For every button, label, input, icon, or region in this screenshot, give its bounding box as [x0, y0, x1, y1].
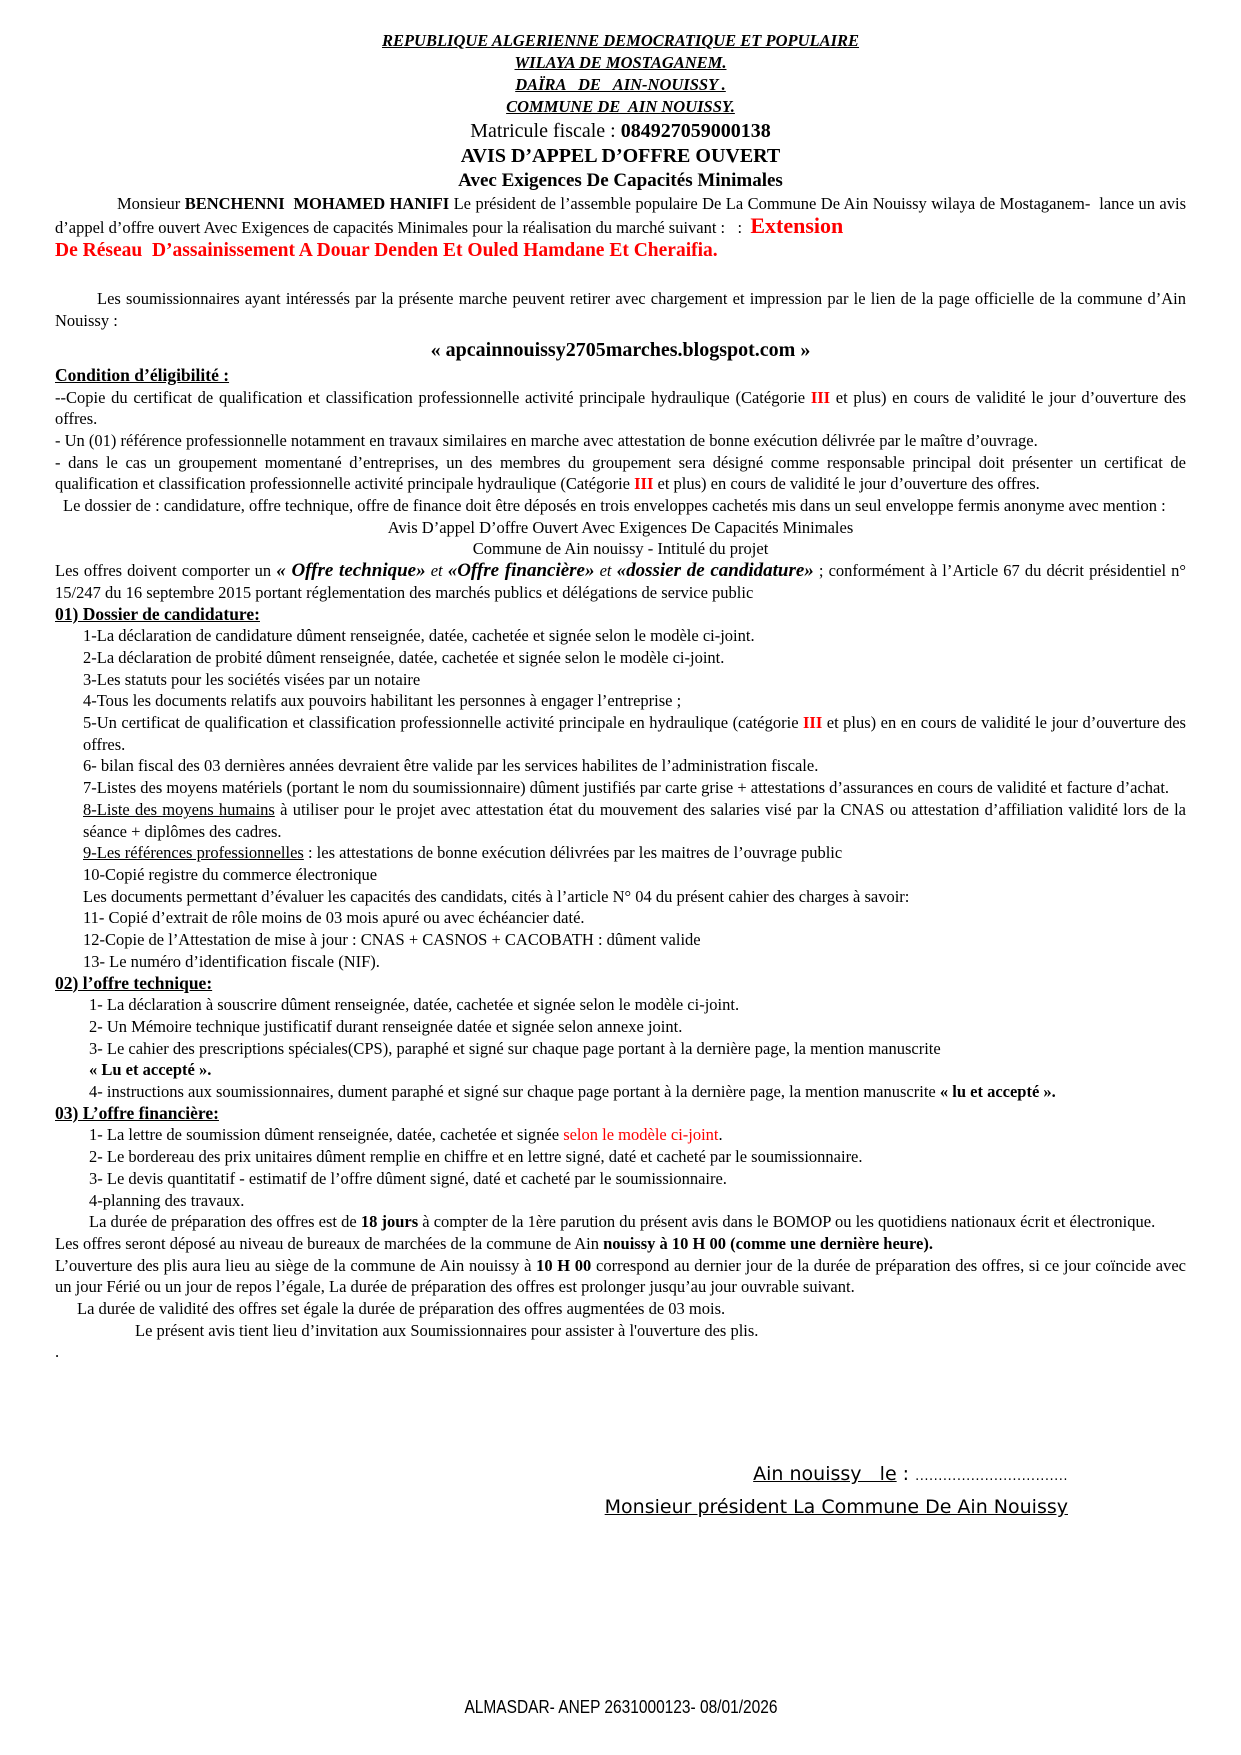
eligibility-item-3-tail: et plus) en cours de validité le jour d’ouverture des offres. [653, 474, 1040, 494]
footer-reference: ALMASDAR- ANEP 2631000123- 08/01/2026 [464, 1697, 777, 1718]
matricule-value: 084927059000138 [620, 120, 771, 142]
extension-word: Extension [750, 212, 844, 238]
financial-item-1-text: 1- La lettre de soumission dûment renseignée, datée, cachetée et signée [89, 1125, 564, 1145]
moyens-humains-underlined: 8-Liste des moyens humains [83, 799, 275, 819]
financial-item-1-period: . [718, 1125, 723, 1145]
signature-president-title: Monsieur président La Commune De Ain Nouissy [604, 1496, 1068, 1519]
lu-et-accepte-mention-2: « lu et accepté ». [939, 1082, 1056, 1102]
category-roman-3: III [803, 713, 823, 733]
header-daira-line [55, 74, 1186, 96]
matricule-line [55, 118, 1186, 144]
eligibility-heading [55, 365, 1186, 387]
compose-et-1: et [425, 561, 448, 581]
signature-president-line [55, 1492, 1068, 1523]
mention-line-2: Commune de Ain nouissy - Intitulé du projet [472, 539, 769, 559]
candidature-item-4: 4-Tous les documents relatifs aux pouvoirs habilitant les personnes à engager l’entreprise ; [83, 691, 682, 711]
opening-tail: correspond au dernier jour de la durée de préparation des offres, si ce jour coïncide avec un jour Férié ou un jour de repos l’égale, La durée de préparation des offres est prolonger jusqu’au jour ouvrable suivant. [55, 1255, 1186, 1297]
commune-title: COMMUNE DE AIN NOUISSY. [506, 97, 735, 116]
header-commune-line [55, 96, 1186, 118]
category-roman-2: III [634, 474, 654, 494]
candidature-item-5-text: 5-Un certificat de qualification et classification professionnelle activité principale en hydraulique (catégorie [83, 713, 804, 733]
eligibility-item-1-tail: et plus) en cours de validité le jour d’ouverture des offres. [55, 387, 1186, 429]
invitation-paragraph: Le présent avis tient lieu d’invitation aux Soumissionnaires pour assister à l'ouverture des plis. [135, 1320, 759, 1340]
technical-item-4 [89, 1081, 1186, 1103]
financial-item-4: 4-planning des travaux. [89, 1190, 245, 1210]
candidature-item-9-tail: : les attestations de bonne exécution délivrées par les maitres de l’ouvrage public [303, 843, 843, 863]
candidature-item-8-tail: à utiliser pour le projet avec attestation état du mouvement des salaries visé par la CNAS ou attestation d’affiliation validité lors de la séance + diplômes des cadres. [83, 799, 1186, 841]
candidature-item-3: 3-Les statuts pour les sociétés visées par un notaire [83, 669, 421, 689]
eligibility-item-3-text: - dans le cas un groupement momentané d’entreprises, un des membres du groupement sera désigné comme responsable principal doit présenter un certificat de qualification et classification professionnelle activité principale hydraulique (Catégorie [55, 452, 1186, 494]
notice-title: AVIS D’APPEL D’OFFRE OUVERT [460, 145, 781, 167]
candidature-item-5 [83, 712, 1186, 755]
envelope-paragraph: Le dossier de : candidature, offre technique, offre de finance doit être déposés en trois enveloppes cachetés mis dans un seul enveloppe fermis anonyme avec mention : [63, 496, 1166, 516]
validity-paragraph: La durée de validité des offres set égale la durée de préparation des offres augmentées de 03 mois. [77, 1299, 726, 1319]
offer-financiere-quote: «Offre financière» [447, 560, 595, 582]
deposit-paragraph [55, 1233, 1186, 1255]
signature-colon: : [896, 1463, 916, 1486]
signature-dotted-line: ................................. [915, 1469, 1068, 1485]
candidature-item-11: 11- Copié d’extrait de rôle moins de 03 mois apuré ou avec échéancier daté. [83, 908, 585, 928]
eligibility-item-1 [55, 387, 1186, 430]
deposit-text: Les offres seront déposé au niveau de bureaux de marchées de la commune de Ain [55, 1233, 604, 1253]
section-03-heading-text: 03) L’offre financière: [55, 1102, 219, 1123]
intro-body: Le président de l’assemble populaire De La Commune De Ain Nouissy wilaya de Mostaganem- lance un avis d’appel d’offre ouvert Avec Exigences de capacités Minimales pour la réalisation du marché suivant : : [55, 194, 1191, 237]
eligibility-heading-text: Condition d’éligibilité : [55, 364, 230, 385]
references-underlined: 9-Les références professionnelles [83, 843, 304, 863]
candidature-item-5-tail: et plus) en en cours de validité le jour d’ouverture des offres. [83, 713, 1186, 754]
lu-et-accepte-mention: « Lu et accepté ». [89, 1060, 212, 1080]
matricule-label: Matricule fiscale : [470, 120, 621, 142]
candidature-item-12: 12-Copie de l’Attestation de mise à jour : CNAS + CASNOS + CACOBATH : dûment valide [83, 930, 701, 950]
daira-title: DAÏRA DE AIN-NOUISSY . [515, 75, 726, 94]
duration-text: La durée de préparation des offres est de [89, 1212, 361, 1232]
technical-item-3-text: 3- Le cahier des prescriptions spéciales(CPS), paraphé et signé sur chaque page portant à la dernière page, la mention manuscrite [89, 1038, 941, 1058]
header-wilaya-line [55, 52, 1186, 74]
signature-date-line [55, 1459, 1068, 1492]
technical-item-4-text: 4- instructions aux soumissionnaires, dument paraphé et signé sur chaque page portant à la dernière page, la mention manuscrite [89, 1082, 940, 1102]
dossier-candidature-quote: «dossier de candidature» [616, 560, 814, 582]
preparation-duration-paragraph [89, 1211, 1186, 1233]
duration-tail: à compter de la 1ère parution du présent avis dans le BOMOP ou les quotidiens nationaux écrit et électronique. [418, 1212, 1156, 1232]
retrieval-paragraph: Les soumissionnaires ayant intéressés par la présente marche peuvent retirer avec chargement et impression par le lien de la page officielle de la commune d’Ain Nouissy : [55, 289, 1186, 331]
eligibility-item-1-text: --Copie du certificat de qualification et classification professionnelle activité principale hydraulique (Catégorie [55, 387, 811, 407]
signature-block [55, 1459, 1186, 1523]
header-country-line [55, 30, 1186, 52]
section-01-heading-text: 01) Dossier de candidature: [55, 603, 260, 624]
opening-text: L’ouverture des plis aura lieu au siège de la commune de Ain nouissy à [55, 1255, 537, 1275]
technical-item-2: 2- Un Mémoire technique justificatif durant renseignée datée et signée selon annexe joint. [89, 1016, 683, 1036]
opening-time-bold: 10 H 00 [536, 1255, 592, 1275]
section-03-heading [55, 1103, 1186, 1125]
notice-subtitle: Avec Exigences De Capacités Minimales [458, 170, 783, 191]
stray-dot: . [55, 1342, 60, 1362]
opening-paragraph [55, 1255, 1186, 1298]
offers-compose-paragraph [55, 560, 1186, 603]
wilaya-title: WILAYA DE MOSTAGANEM. [514, 53, 727, 72]
compose-et-2: et [594, 561, 617, 581]
offer-technique-quote: « Offre technique» [276, 560, 426, 582]
category-roman-1: III [810, 387, 831, 407]
candidature-item-2: 2-La déclaration de probité dûment renseignée, datée, cachetée et signée selon le modèle ci-joint. [83, 647, 725, 667]
section-02-heading [55, 973, 1186, 995]
evaluation-note: Les documents permettant d’évaluer les capacités des candidats, cités à l’article N° 04 du présent cahier des charges à savoir: [83, 886, 910, 906]
eligibility-item-2: - Un (01) référence professionnelle notamment en travaux similaires en marche avec attestation de bonne exécution délivrée par le maître d’ouvrage. [55, 430, 1038, 450]
technical-item-1: 1- La déclaration à souscrire dûment renseignée, datée, cachetée et signée selon le modèle ci-joint. [89, 995, 740, 1015]
intro-paragraph [55, 193, 1191, 238]
compose-tail: ; conformément à l’Article 67 du décrit présidentiel n° 15/247 du 16 septembre 2015 portant réglementation des marchés publics et délégations de service public [55, 561, 1187, 602]
candidature-item-10: 10-Copié registre du commerce électronique [83, 864, 378, 884]
candidature-item-9 [83, 842, 1186, 864]
candidature-item-8 [83, 799, 1186, 842]
blog-url: « apcainnouissy2705marches.blogspot.com » [430, 338, 811, 361]
deposit-deadline-bold: nouissy à 10 H 00 (comme une dernière heure). [603, 1233, 933, 1253]
project-title: De Réseau D’assainissement A Douar Denden Et Ouled Hamdane Et Cheraifia. [55, 240, 718, 262]
compose-intro: Les offres doivent comporter un [55, 561, 277, 581]
country-title: REPUBLIQUE ALGERIENNE DEMOCRATIQUE ET POPULAIRE [381, 31, 860, 50]
section-02-heading-text: 02) l’offre technique: [55, 972, 213, 993]
technical-item-3 [89, 1038, 1186, 1081]
financial-item-3: 3- Le devis quantitatif - estimatif de l’offre dûment signé, daté et cacheté par le soumissionnaire. [89, 1168, 727, 1188]
president-name: BENCHENNI MOHAMED HANIFI [184, 194, 450, 213]
signature-place-label: Ain nouissy le [753, 1463, 897, 1486]
publication-footer [0, 1697, 1241, 1719]
modele-ci-joint-red: selon le modèle ci-joint [563, 1125, 719, 1145]
financial-item-2: 2- Le bordereau des prix unitaires dûment remplie en chiffre et en lettre signé, daté et cacheté par le soumissionnaire. [89, 1147, 863, 1167]
intro-prefix: Monsieur [117, 194, 185, 213]
candidature-item-6: 6- bilan fiscal des 03 dernières années devraient être valide par les services habilites de l’administration fiscale. [83, 756, 819, 776]
duration-days-bold: 18 jours [360, 1212, 419, 1232]
section-01-heading [55, 604, 1186, 626]
financial-item-1 [89, 1124, 1186, 1146]
mention-line-1: Avis D’appel D’offre Ouvert Avec Exigences De Capacités Minimales [387, 517, 854, 537]
eligibility-item-3 [55, 452, 1186, 495]
candidature-item-1: 1-La déclaration de candidature dûment renseignée, datée, cachetée et signée selon le modèle ci-joint. [83, 626, 755, 646]
candidature-item-13: 13- Le numéro d’identification fiscale (NIF). [83, 951, 380, 971]
candidature-item-7: 7-Listes des moyens matériels (portant le nom du soumissionnaire) dûment justifiés par carte grise + attestations d’assurances en cours de validité et facture d’achat. [83, 778, 1170, 798]
